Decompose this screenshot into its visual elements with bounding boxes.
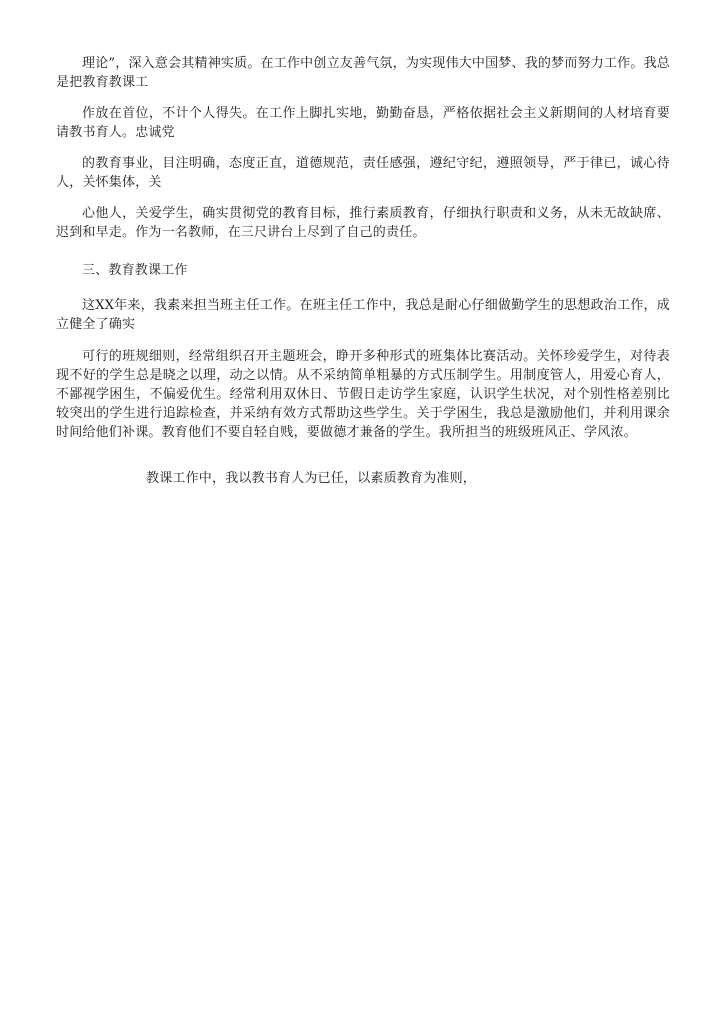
paragraph-4: 心他人，关爱学生，确实贯彻党的教育目标，推行素质教育，仔细执行职责和义务，从未无故缺席、迟到和早走。作为一名教师，在三尺讲台上尽到了自己的责任。 xyxy=(56,206,670,240)
paragraph-2: 作放在首位，不计个人得失。在工作上脚扎实地，勤勤奋恳，严格依据社会主义新期间的人材培育要请教书育人。忠诚党 xyxy=(56,106,670,140)
paragraph-1: 理论”，深入意会其精神实质。在工作中创立友善气氛，为实现伟大中国梦、我的梦而努力工作。我总是把教育教课工 xyxy=(56,56,670,90)
section-heading: 三、教育教课工作 xyxy=(82,263,188,278)
paragraph-5: 这XX年来，我素来担当班主任工作。在班主任工作中，我总是耐心仔细做勤学生的思想政治工作，成立健全了确实 xyxy=(56,298,670,332)
paragraph-6: 可行的班规细则，经常组织召开主题班会，睁开多种形式的班集体比赛活动。关怀珍爱学生，对待表现不好的学生总是晓之以理，动之以情。从不采纳简单粗暴的方式压制学生。用制度管人，用爱心育人，不鄙视学困生，不偏爱优生。经常利用双休日、节假日走访学生家庭，认识学生状况，对个别性格差别比较突出的学生进行追踪检查，并采纳有效方式帮助这些学生。关于学困生，我总是激励他们，并利用课余时间给他们补课。教育他们不要自轻自贱，要做德才兼备的学生。我所担当的班级班风正、学风浓。 xyxy=(56,349,670,440)
paragraph-7: 教课工作中，我以教书育人为已任，以素质教育为准则， xyxy=(146,471,477,486)
paragraph-3: 的教育事业，目注明确，态度正直，道德规范，责任感强，遵纪守纪，遵照领导，严于律已，诚心待人，关怀集体，关 xyxy=(56,156,670,190)
